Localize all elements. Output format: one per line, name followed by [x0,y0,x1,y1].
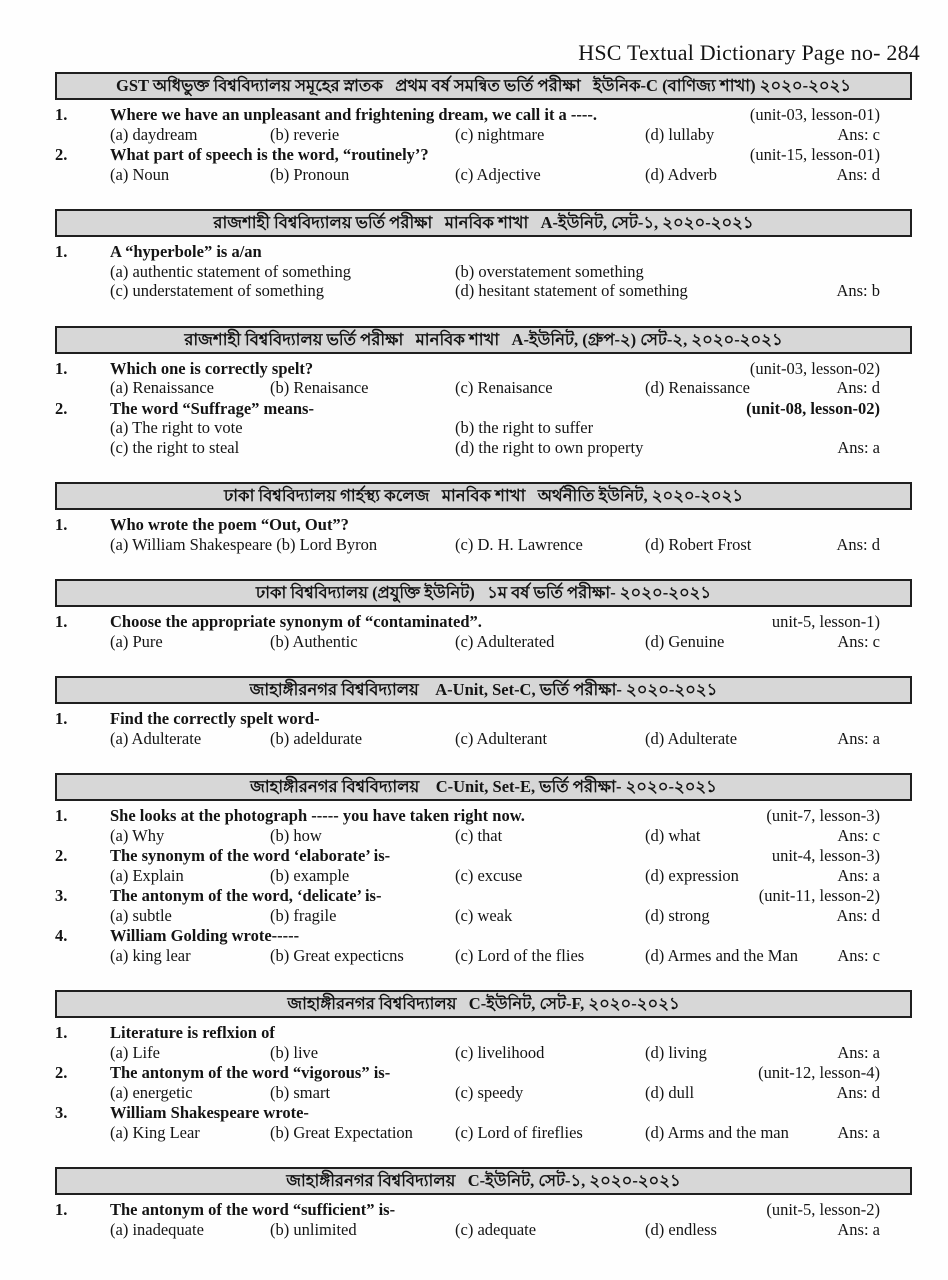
question-text: The synonym of the word ‘elaborate’ is- [110,846,391,865]
option-b: (b) unlimited [270,1219,357,1239]
option-c: (c) D. H. Lawrence [455,534,583,554]
answer-label: Ans: d [836,1082,880,1102]
option-a: (a) subtle [110,905,172,925]
option-a: (a) daydream [110,124,198,144]
question-line [55,709,912,729]
section-banner: রাজশাহী বিশ্ববিদ্যালয় ভর্তি পরীক্ষা মানবিক শাখা A-ইউনিট, সেট-১, ২০২০-২০২১ [55,209,912,237]
section-banner: জাহাঙ্গীরনগর বিশ্ববিদ্যালয় C-Unit, Set-E, ভর্তি পরীক্ষা- ২০২০-২০২১ [55,773,912,801]
question-line [55,806,912,826]
option-a: (a) Pure [110,631,163,651]
answer-label: Ans: d [836,164,880,184]
option-d: (d) strong [645,905,710,925]
unit-reference: (unit-08, lesson-02) [746,398,880,418]
option-b: (b) fragile [270,905,337,925]
question-text: What part of speech is the word, “routinely’? [110,145,429,164]
unit-reference: (unit-15, lesson-01) [749,145,880,164]
question-number: 4. [55,926,68,945]
question-line [55,846,912,866]
option-a: (a) king lear [110,945,191,965]
option-a: (a) energetic [110,1082,193,1102]
question-line [55,886,912,906]
question-number: 1. [55,612,68,631]
question-section [55,209,912,301]
option-d: (d) lullaby [645,124,715,144]
unit-reference: (unit-03, lesson-02) [749,358,880,378]
question-number: 2. [55,398,68,418]
answer-label: Ans: d [836,378,880,397]
answer-label: Ans: c [837,631,880,651]
option-a: (a) Noun [110,164,170,184]
question-number: 1. [55,105,68,124]
question-number: 1. [55,358,68,378]
question-number: 1. [55,242,68,261]
options-row [55,418,912,438]
question-text: The antonym of the word “sufficient” is- [110,1200,396,1219]
question-line [55,145,912,165]
option-c: (c) that [455,825,503,845]
question-text: Where we have an unpleasant and frightening dream, we call it a ----. [110,105,598,124]
answer-label: Ans: c [837,945,880,965]
answer-label: Ans: c [837,825,880,845]
option-d: (d) Adverb [645,164,717,184]
option-d: (d) what [645,825,701,845]
answer-label: Ans: d [836,905,880,925]
option-d: (d) Armes and the Man [645,945,799,965]
question-line [55,399,912,419]
option-group-right: (b) overstatement something [455,261,644,281]
question-section [55,482,912,554]
sections-container [55,72,912,1239]
question-number: 1. [55,515,68,534]
answer-label: Ans: a [837,865,880,885]
answer-label: Ans: d [836,534,880,554]
options-row [55,1083,912,1103]
question-number: 3. [55,886,68,905]
option-c: (c) nightmare [455,124,545,144]
option-a: (a) inadequate [110,1219,204,1239]
options-row [55,281,912,301]
option-d: (d) expression [645,865,739,885]
question-line [55,242,912,262]
question-number: 1. [55,709,68,728]
option-d: (d) Genuine [645,631,725,651]
answer-label: Ans: a [837,1219,880,1239]
answer-label: Ans: a [837,437,880,457]
option-group-right: (d) hesitant statement of something [455,281,688,300]
question-line [55,1103,912,1123]
option-c: (c) weak [455,905,513,925]
question-number: 1. [55,1200,68,1219]
options-row [55,535,912,555]
question-section [55,990,912,1142]
options-row [55,866,912,886]
unit-reference: unit-4, lesson-3) [771,846,880,865]
option-c: (c) livelihood [455,1042,545,1062]
option-a: (a) Why [110,825,165,845]
option-b: (b) example [270,865,350,885]
question-line [55,926,912,946]
question-text: The antonym of the word, ‘delicate’ is- [110,886,382,905]
option-c: (c) excuse [455,865,523,885]
question-text: The word “Suffrage” means- [110,398,314,418]
question-text: Which one is correctly spelt? [110,358,314,378]
question-text: She looks at the photograph ----- you have taken right now. [110,806,525,825]
question-section [55,676,912,748]
answer-label: Ans: c [837,124,880,144]
unit-reference: unit-5, lesson-1) [771,612,880,631]
option-c: (c) Lord of fireflies [455,1122,583,1142]
unit-reference: (unit-12, lesson-4) [758,1063,880,1082]
question-section [55,326,912,458]
question-line [55,1063,912,1083]
option-b: (b) live [270,1042,319,1062]
question-text: The antonym of the word “vigorous” is- [110,1063,391,1082]
options-row [55,906,912,926]
question-text: A “hyperbole” is a/an [110,242,262,261]
option-c: (c) speedy [455,1082,524,1102]
question-section [55,1167,912,1239]
option-a: (a) Renaissance [110,378,214,397]
options-row [55,826,912,846]
option-c: (c) Renaisance [455,378,553,397]
question-line [55,612,912,632]
options-row [55,262,912,282]
question-text: William Shakespeare wrote- [110,1103,309,1122]
option-group-left: (a) William Shakespeare (b) Lord Byron [110,534,378,554]
option-b: (b) Great Expectation [270,1122,413,1142]
option-b: (b) reverie [270,124,340,144]
option-d: (d) living [645,1042,707,1062]
question-line [55,1023,912,1043]
question-section [55,773,912,965]
option-d: (d) endless [645,1219,717,1239]
question-number: 2. [55,846,68,865]
section-banner: GST অধিভুক্ত বিশ্ববিদ্যালয় সমূহের স্নাতক প্রথম বর্ষ সমন্বিত ভর্তি পরীক্ষা ইউনিক-C (বাণিজ্য শাখা) ২০২০-২০২১ [55,72,912,100]
question-section [55,579,912,651]
section-banner: ঢাকা বিশ্ববিদ্যালয় (প্রযুক্তি ইউনিট) ১ম বর্ষ ভর্তি পরীক্ষা- ২০২০-২০২১ [55,579,912,607]
option-group-left: (a) The right to vote [110,418,243,437]
option-b: (b) adeldurate [270,728,363,748]
section-banner: জাহাঙ্গীরনগর বিশ্ববিদ্যালয় A-Unit, Set-C, ভর্তি পরীক্ষা- ২০২০-২০২১ [55,676,912,704]
unit-reference: (unit-11, lesson-2) [758,886,880,905]
option-group-left: (c) understatement of something [110,281,324,300]
question-text: Choose the appropriate synonym of “contaminated”. [110,612,482,631]
answer-label: Ans: a [837,728,880,748]
question-line [55,1200,912,1220]
option-d: (d) Arms and the man [645,1122,789,1142]
option-b: (b) Renaisance [270,378,369,397]
question-text: William Golding wrote----- [110,926,300,945]
option-a: (a) Life [110,1042,160,1062]
option-b: (b) Great expecticns [270,945,404,965]
unit-reference: (unit-03, lesson-01) [749,105,880,124]
option-b: (b) smart [270,1082,331,1102]
option-d: (d) Renaissance [645,378,750,397]
options-row [55,378,912,398]
answer-label: Ans: a [837,1042,880,1062]
question-line [55,359,912,379]
question-line [55,515,912,535]
question-text: Find the correctly spelt word- [110,709,320,728]
option-b: (b) Pronoun [270,164,350,184]
options-row [55,729,912,749]
question-text: Literature is reflxion of [110,1023,275,1042]
options-row [55,632,912,652]
option-a: (a) King Lear [110,1122,200,1142]
question-line [55,105,912,125]
section-banner: রাজশাহী বিশ্ববিদ্যালয় ভর্তি পরীক্ষা মানবিক শাখা A-ইউনিট, (গ্রুপ-২) সেট-২, ২০২০-২০২১ [55,326,912,354]
options-row [55,1043,912,1063]
option-d: (d) dull [645,1082,695,1102]
option-a: (a) Explain [110,865,184,885]
answer-label: Ans: b [836,281,880,300]
option-group-left: (c) the right to steal [110,437,240,457]
option-c: (c) Adulterant [455,728,548,748]
answer-label: Ans: a [837,1122,880,1142]
options-row [55,946,912,966]
option-c: (c) Adjective [455,164,541,184]
options-row [55,165,912,185]
option-c: (c) Lord of the flies [455,945,585,965]
options-row [55,438,912,458]
option-c: (c) adequate [455,1219,537,1239]
unit-reference: (unit-5, lesson-2) [766,1200,880,1219]
option-group-right: (b) the right to suffer [455,418,594,437]
options-row [55,1123,912,1143]
option-a: (a) Adulterate [110,728,202,748]
question-number: 2. [55,145,68,164]
options-row [55,125,912,145]
page-header: HSC Textual Dictionary Page no- 284 [578,40,920,65]
question-number: 2. [55,1063,68,1082]
question-number: 3. [55,1103,68,1122]
section-banner: জাহাঙ্গীরনগর বিশ্ববিদ্যালয় C-ইউনিট, সেট-১, ২০২০-২০২১ [55,1167,912,1195]
question-number: 1. [55,1023,68,1042]
option-group-left: (a) authentic statement of something [110,261,352,281]
option-group-right: (d) the right to own property [455,437,644,457]
question-section [55,72,912,184]
section-banner: ঢাকা বিশ্ববিদ্যালয় গার্হস্থ্য কলেজ মানবিক শাখা অর্থনীতি ইউনিট, ২০২০-২০২১ [55,482,912,510]
option-b: (b) Authentic [270,631,358,651]
question-text: Who wrote the poem “Out, Out”? [110,515,349,534]
section-banner: জাহাঙ্গীরনগর বিশ্ববিদ্যালয় C-ইউনিট, সেট-F, ২০২০-২০২১ [55,990,912,1018]
option-c: (c) Adulterated [455,631,555,651]
options-row [55,1220,912,1240]
unit-reference: (unit-7, lesson-3) [766,806,880,825]
question-number: 1. [55,806,68,825]
option-d: (d) Adulterate [645,728,738,748]
option-d: (d) Robert Frost [645,534,752,554]
option-b: (b) how [270,825,322,845]
